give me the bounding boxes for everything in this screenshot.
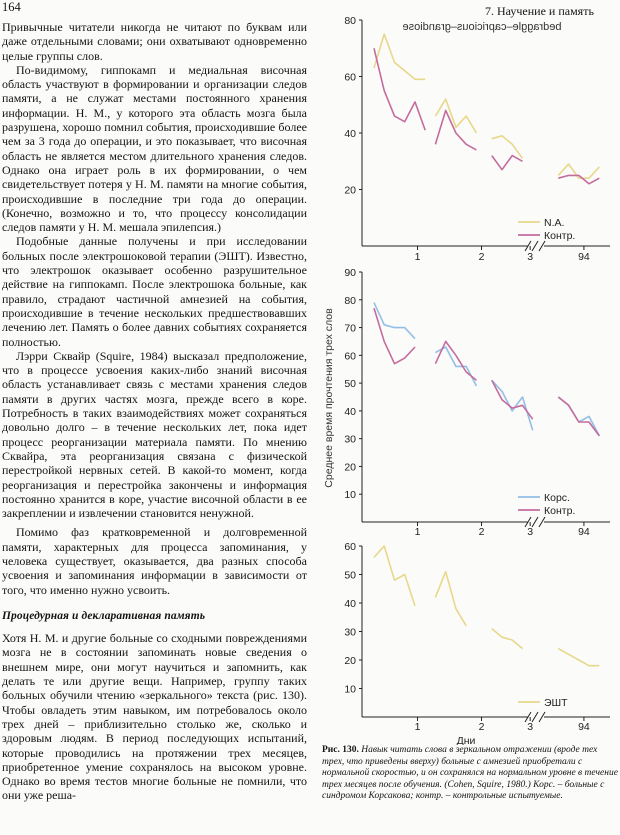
- series-line: [435, 99, 476, 133]
- y-tick-label: 40: [344, 405, 356, 418]
- paragraph: Лэрри Сквайр (Squire, 1984) высказал предположение, что в процессе усвоения каких-либо знаний височная область устанавливает связь с местами хранения следов памяти в других частях мозга, прежде всего в коре. Потребность в таких взаимодействиях может сохраняться довольно долго – в течение нескольких лет, пока идет процесс реорганизации материала памяти. По мнению Сквайра, эта реорганизация связана с физической перестройкой нервных сетей. В какой-то момент, когда реорганизация и перестройка закончены и информация постоянно хранится в коре, участие височной области в ее закреплении и извлечении становится ненужной.: [2, 348, 307, 521]
- x-tick-label: 3: [527, 721, 534, 733]
- axis-break: [532, 241, 538, 251]
- paragraph: Хотя Н. М. и другие больные со сходными повреждениями мозга не в состоянии запоминать новые сведения о внешнем мире, они могут научиться и запомнить, как делать те или другие вещи. Например, группу таких больных обучили чтению «зеркального» текста (рис. 130). Чтобы овладеть этим навыком, им потребовалось около трех дней – приблизительно столько же, сколько и здоровым людям. В период последующих испытаний, которые проводились на протяжении трех месяцев, приобретенное умение сохранялось на высоком уровне. Однако во время тестов многие больные не помнили, что они уже реша-: [2, 631, 307, 803]
- series-line: [435, 341, 476, 380]
- x-tick-label: 3: [527, 251, 534, 263]
- y-tick-label: 10: [344, 489, 356, 502]
- series-line: [558, 175, 599, 183]
- series-line: [374, 48, 425, 130]
- y-tick-label: 30: [344, 433, 356, 446]
- y-tick-label: 50: [344, 378, 356, 391]
- y-tick-label: 30: [344, 626, 356, 639]
- y-tick-label: 80: [344, 15, 356, 27]
- legend-label: Контр.: [544, 505, 576, 517]
- legend-label: N.A.: [544, 217, 565, 229]
- paragraph: Подобные данные получены и при исследовании больных после электрошоковой терапии (ЭШТ). Известно, что электрошок оказывает особенно разрушительное действие на гиппокамп. После электрошока больные, как правило, страдают частичной амнезией на события, происходившие в течение нескольких предшествовавших лечению лет. Память о более давних событиях сохраняется полностью.: [2, 234, 307, 349]
- y-tick-label: 60: [344, 541, 356, 553]
- series-line: [435, 572, 466, 626]
- y-tick-label: 20: [344, 655, 356, 667]
- left-column-text: [2, 20, 307, 803]
- x-tick-label: 94: [578, 721, 590, 733]
- series-line: [435, 347, 476, 386]
- y-tick-label: 90: [344, 267, 356, 279]
- paragraph: Привычные читатели никогда не читают по буквам или даже отдельными словами; они охватывают одновременно целые группы слов.: [2, 20, 307, 63]
- series-line: [558, 397, 599, 436]
- series-line: [374, 546, 415, 606]
- y-tick-label: 40: [344, 598, 356, 610]
- x-tick-label: 3: [527, 526, 534, 538]
- x-tick-label: 94: [578, 251, 590, 263]
- y-tick-label: 70: [344, 322, 356, 335]
- x-tick-label: 2: [478, 721, 485, 733]
- x-tick-label: 1: [414, 526, 421, 538]
- y-tick-label: 60: [344, 71, 356, 84]
- series-line: [492, 136, 523, 159]
- series-line: [374, 34, 425, 79]
- section-heading: Процедурная и декларативная память: [2, 609, 206, 622]
- y-tick-label: 20: [344, 461, 356, 474]
- x-tick-label: 1: [414, 721, 421, 733]
- series-line: [558, 649, 599, 666]
- mirror-reading-chart: [318, 0, 620, 745]
- paragraph: Помимо фаз кратковременной и долговременной памяти, характерных для процесса запоминания, у человека существует, оказывается, два разных способа усвоения и запоминания информации в зависимости от того, что именно нужно усвоить.: [2, 525, 307, 597]
- y-tick-label: 40: [344, 128, 356, 140]
- mirror-text: bedraggle–capricious–grandiose: [402, 21, 562, 33]
- caption-text: Навык читать слова в зеркальном отражении (вроде тех трех, что приведены вверху) больные с амнезией приобретали с нормальной скоростью, и он сохранялся на нормальном уровне в течение трех месяцев после обучения. (Cohen, Squire, 1980.) Корс. – больные с синдромом Корсакова; контр. – контрольные испытуемые.: [322, 745, 618, 802]
- figure-caption: [322, 745, 618, 803]
- y-tick-label: 80: [344, 294, 356, 307]
- x-axis-title: Дни: [456, 735, 476, 745]
- legend-label: Контр.: [544, 230, 576, 242]
- running-head: 7. Научение и память: [485, 4, 594, 18]
- x-tick-label: 1: [414, 251, 421, 263]
- y-axis-title: Среднее время прочтения трех слов: [323, 308, 335, 488]
- legend-label: Корс.: [544, 492, 570, 504]
- y-tick-label: 20: [344, 184, 356, 197]
- y-tick-label: 50: [344, 569, 356, 582]
- legend-label: ЭШТ: [544, 697, 568, 709]
- series-line: [492, 380, 533, 430]
- caption-label: Рис. 130.: [322, 745, 359, 755]
- paragraph: По-видимому, гиппокамп и медиальная височная область участвуют в формировании и организации следов памяти, а не служат местами постоянного хранения информации. Н. М., у которого эта область мозга была разрушена, хорошо помнил события, происходившие более чем за 3 года до операции, и это показывает, что височная область не является местом длительного хранения следов. Однако она играет роль в их формировании, о чем свидетельствует потеря у Н. М. памяти на многие события, происходившие в последние три года до операции. (Конечно, возможно и то, что процессу консолидации следов памяти у Н. М. мешала эпилепсия.): [2, 62, 307, 235]
- series-line: [435, 110, 476, 149]
- page-number: 164: [2, 0, 21, 14]
- series-line: [374, 303, 415, 339]
- x-tick-label: 2: [478, 526, 485, 538]
- y-tick-label: 60: [344, 350, 356, 363]
- y-tick-label: 10: [344, 683, 356, 696]
- series-line: [492, 629, 523, 649]
- series-line: [492, 156, 523, 170]
- x-tick-label: 94: [578, 526, 590, 538]
- x-tick-label: 2: [478, 251, 485, 263]
